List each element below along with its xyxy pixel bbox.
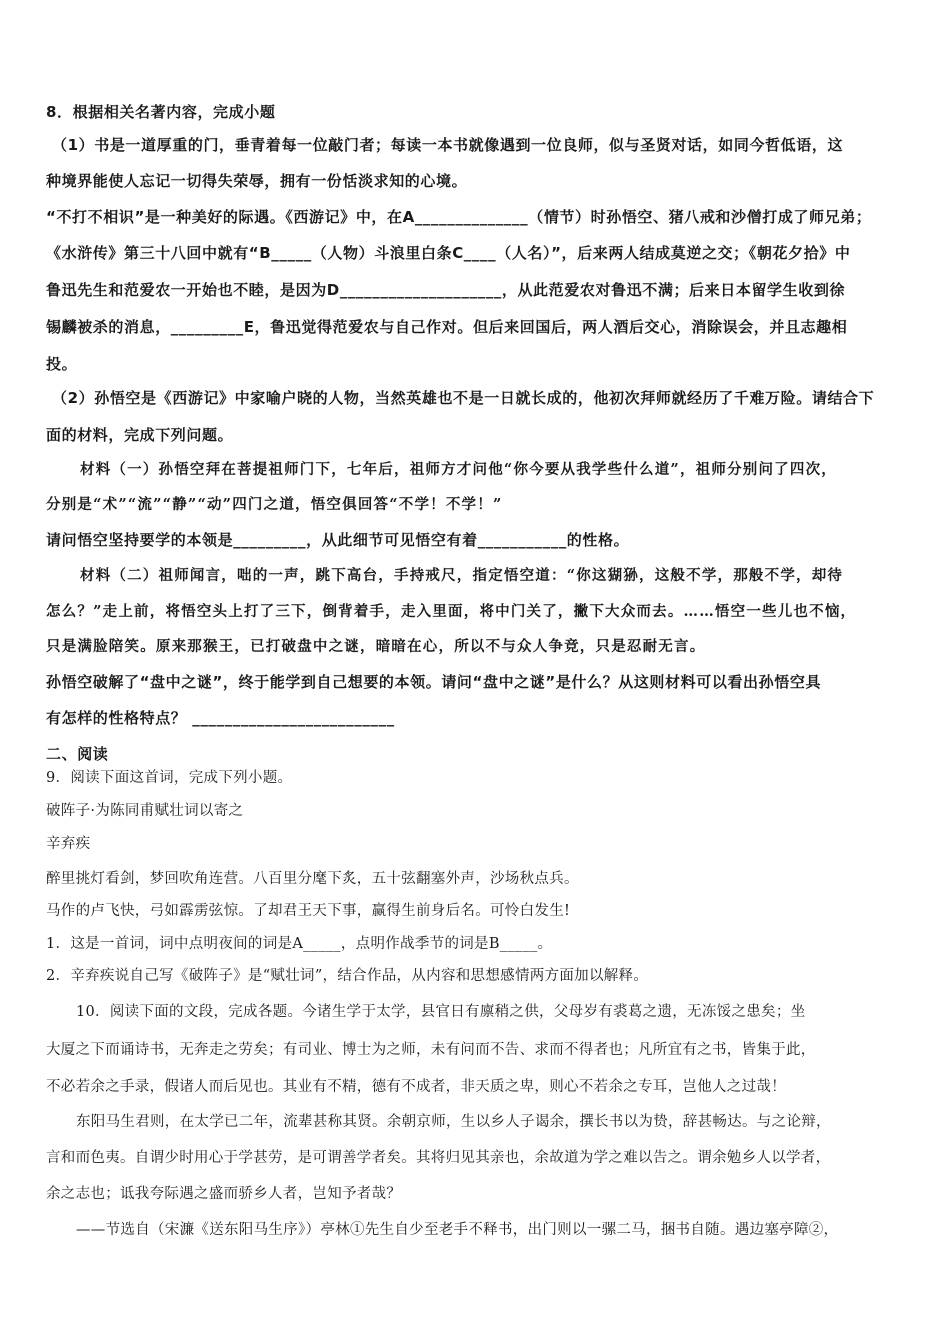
q8-part1-line: 鲁迅先生和范爱农一开始也不睦，是因为D____________________，从此范爱农对鲁迅不满；后来日本留学生收到徐 bbox=[46, 281, 846, 299]
question-9-title: 9．阅读下面这首词，完成下列小题。 bbox=[46, 770, 293, 786]
material-2-line: 材料（二）祖师闻言，咄的一声，跳下高台，手持戒尺，指定悟空道：“你这猢狲，这般不学，那般不学，却待 bbox=[80, 567, 844, 584]
poem-title: 破阵子·为陈同甫赋壮词以寄之 bbox=[46, 803, 244, 819]
question-b-line: 孙悟空破解了“盘中之谜”，终于能学到自己想要的本领。请问“盘中之谜”是什么？从这则材料可以看出孙悟空具 bbox=[46, 673, 822, 691]
q8-part1-line: 投。 bbox=[46, 355, 78, 373]
q8-part1-line: 种境界能使人忘记一切得失荣辱，拥有一份恬淡求知的心境。 bbox=[46, 172, 468, 190]
question-8-title: 8．根据相关名著内容，完成小题 bbox=[46, 103, 276, 121]
section-heading: 二、阅读 bbox=[46, 745, 109, 763]
material-2-line: 只是满脸陪笑。原来那猴王，已打破盘中之谜，暗暗在心，所以不与众人争竞，只是忍耐无言。 bbox=[46, 638, 706, 655]
passage-line: 余之志也；诋我夸际遇之盛而骄乡人者，岂知予者哉？ bbox=[46, 1186, 402, 1202]
poem-author: 辛弃疾 bbox=[46, 836, 91, 852]
q8-part2-line: （2）孙悟空是《西游记》中家喻户晓的人物，当然英雄也不是一日就长成的，他初次拜师就经历了千难万险。请结合下 bbox=[52, 389, 875, 407]
passage-line: 言和而色夷。自谓少时用心于学甚劳，是可谓善学者矣。其将归见其亲也，余故道为学之难以告之。谓余勉乡人以学者， bbox=[46, 1150, 831, 1166]
sub-question-2: 2．辛弃疾说自己写《破阵子》是“赋壮词”，结合作品，从内容和思想感情两方面加以解释。 bbox=[46, 968, 649, 984]
sub-question-1: 1．这是一首词，词中点明夜间的词是A_____，点明作战季节的词是B_____。 bbox=[46, 936, 553, 952]
passage-line: 东阳马生君则，在太学已二年，流辈甚称其贤。余朝京师，生以乡人子谒余，撰长书以为贽，辞甚畅达。与之论辩， bbox=[76, 1114, 831, 1130]
passage-line: ——节选自（宋濂《送东阳马生序》）亭林①先生自少至老手不释书，出门则以一骡二马，捆书自随。遇边塞亭障②， bbox=[76, 1222, 839, 1238]
passage-line: 不必若余之手录，假诸人而后见也。其业有不精，德有不成者，非天质之卑，则心不若余之专耳，岂他人之过哉！ bbox=[46, 1079, 786, 1095]
material-2-line: 怎么？”走上前，将悟空头上打了三下，倒背着手，走入里面，将中门关了，撇下大众而去。……悟空一些儿也不恼， bbox=[46, 603, 857, 620]
passage-line: 大厦之下而诵诗书，无奔走之劳矣；有司业、博士为之师，未有问而不告、求而不得者也；凡所宜有之书，皆集于此， bbox=[46, 1042, 816, 1058]
material-1-line: 材料（一）孙悟空拜在菩提祖师门下，七年后，祖师方才问他“你今要从我学些什么道”，祖师分别问了四次， bbox=[80, 461, 837, 478]
material-1-line: 分别是“术”“流”“静”“动”四门之道，悟空俱回答“不学！不学！” bbox=[46, 496, 503, 513]
q8-part2-line: 面的材料，完成下列问题。 bbox=[46, 426, 234, 444]
question-b-line: 有怎样的性格特点？ _________________________ bbox=[46, 709, 395, 727]
q8-part1-line: 《水浒传》第三十八回中就有“B_____（人物）斗浪里白条C____（人名）”，后来两人结成莫逆之交；《朝花夕拾》中 bbox=[46, 244, 851, 262]
poem-line: 醉里挑灯看剑，梦回吹角连营。八百里分麾下炙，五十弦翻塞外声，沙场秋点兵。 bbox=[46, 871, 579, 887]
q8-part1-line: 锡麟被杀的消息，_________E，鲁迅觉得范爱农与自己作对。但后来回国后，两人酒后交心，消除误会，并且志趣相 bbox=[46, 318, 848, 336]
passage-line: 10．阅读下面的文段，完成各题。今诸生学于太学，县官日有廪稍之供，父母岁有裘葛之遗，无冻馁之患矣；坐 bbox=[76, 1004, 806, 1020]
question-a: 请问悟空坚持要学的本领是_________，从此细节可见悟空有着___________的性格。 bbox=[46, 531, 630, 549]
q8-part1-line: （1）书是一道厚重的门，垂青着每一位敲门者；每读一本书就像遇到一位良师，似与圣贤对话，如同今哲低语，这 bbox=[52, 136, 844, 154]
poem-line: 马作的卢飞快，弓如霹雳弦惊。了却君王天下事，赢得生前身后名。可怜白发生! bbox=[46, 903, 571, 919]
q8-part1-line: “不打不相识”是一种美好的际遇。《西游记》中，在A______________（情节）时孙悟空、猪八戒和沙僧打成了师兄弟； bbox=[46, 208, 872, 226]
